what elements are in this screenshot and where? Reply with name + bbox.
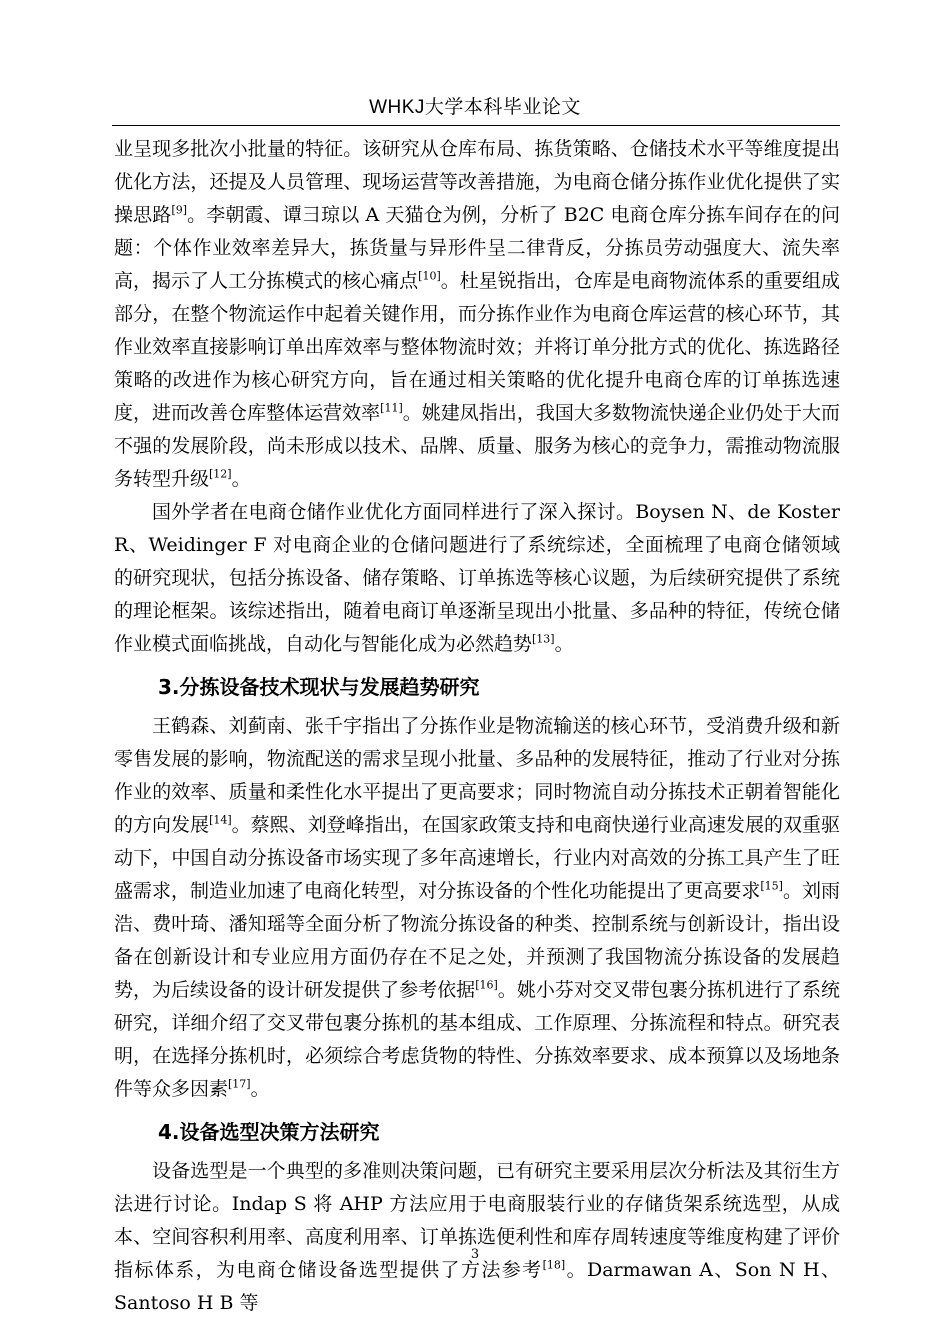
text-run: 。 bbox=[250, 1078, 270, 1100]
text-run: 。 bbox=[554, 633, 574, 655]
header-rule bbox=[112, 125, 840, 126]
text-run: 。蔡熙、刘登峰指出，在国家政策支持和电商快递行业高速发展的双重驱动下，中国自动分拣设备市场实现了多年高速增长，行业内对高效的分拣工具产生了旺盛需求，制造业加速了电商化转型，对分拣设备的个性化功能提出了更高要求 bbox=[114, 814, 840, 902]
body-text bbox=[114, 133, 840, 1320]
text-run: 。Darmawan A、Son N H、Santoso H B 等 bbox=[114, 1259, 840, 1314]
running-header bbox=[0, 92, 950, 119]
citation: [17] bbox=[228, 1077, 251, 1091]
header-title: 大学本科毕业论文 bbox=[424, 96, 581, 118]
page-number: 3 bbox=[470, 1247, 480, 1262]
text-run: 。 bbox=[231, 468, 251, 490]
citation: [12] bbox=[209, 467, 232, 481]
header-latin: WHKJ bbox=[369, 97, 425, 118]
citation: [16] bbox=[475, 978, 498, 992]
text-run: 。姚小芬对交叉带包裹分拣机进行了系统研究，详细介绍了交叉带包裹分拣机的基本组成、工作原理、分拣流程和特点。研究表明，在选择分拣机时，必须综合考虑货物的特性、分拣效率要求、成本预算以及场地条件等众多因素 bbox=[114, 979, 840, 1100]
text-run: 。刘雨浩、费叶琦、潘知瑶等全面分析了物流分拣设备的种类、控制系统与创新设计，指出设备在创新设计和专业应用方面仍存在不足之处，并预测了我国物流分拣设备的发展趋势，为后续设备的设计研发提供了参考依据 bbox=[114, 880, 840, 1001]
paragraph-3 bbox=[114, 710, 840, 1106]
text-run: 设备选型是一个典型的多准则决策问题，已有研究主要采用层次分析法及其衍生方法进行讨论。Indap S 将 AHP 方法应用于电商服装行业的存储货架系统选型，从成本、空间容积利用率、高度利用率、订单拣选便利性和库存周转速度等维度构建了评价指标体系，为电商仓储设备选型提供了方法参考 bbox=[114, 1160, 840, 1281]
text-run: 国外学者在电商仓储作业优化方面同样进行了深入探讨。Boysen N、de Koster R、Weidinger F 对电商企业的仓储问题进行了系统综述，全面梳理了电商仓储领域的研究现状，包括分拣设备、储存策略、订单拣选等核心议题，为后续研究提供了系统的理论框架。该综述指出，随着电商订单逐渐呈现出小批量、多品种的特征，传统仓储作业模式面临挑战，自动化与智能化成为必然趋势 bbox=[114, 501, 840, 655]
citation: [11] bbox=[380, 401, 403, 415]
text-run: 。杜星锐指出，仓库是电商物流体系的重要组成部分，在整个物流运作中起着关键作用，而分拣作业作为电商仓库运营的核心环节，其作业效率直接影响订单出库效率与整体物流时效；并将订单分批方式的优化、拣选路径策略的改进作为核心研究方向，旨在通过相关策略的优化提升电商仓库的订单拣选速度，进而改善仓库整体运营效率 bbox=[114, 270, 840, 424]
citation: [10] bbox=[418, 269, 441, 283]
citation: [15] bbox=[760, 879, 783, 893]
text-run: 。姚建凤指出，我国大多数物流快递企业仍处于大而不强的发展阶段，尚未形成以技术、品牌、质量、服务为核心的竞争力，需推动物流服务转型升级 bbox=[114, 402, 840, 490]
paragraph-4 bbox=[114, 1155, 840, 1320]
section-heading-4: 4.设备选型决策方法研究 bbox=[158, 1120, 380, 1144]
paragraph-1 bbox=[114, 133, 840, 496]
text-run: 业呈现多批次小批量的特征。该研究从仓库布局、拣货策略、仓储技术水平等维度提出优化方法，还提及人员管理、现场运营等改善措施，为电商仓储分拣作业优化提供了实操思路 bbox=[114, 138, 840, 226]
citation: [18] bbox=[542, 1258, 566, 1272]
text-run: 王鹤森、刘蓟南、张千宇指出了分拣作业是物流输送的核心环节，受消费升级和新零售发展的影响，物流配送的需求呈现小批量、多品种的发展特征，推动了行业对分拣作业的效率、质量和柔性化水平提出了更高要求；同时物流自动分拣技术正朝着智能化的方向发展 bbox=[114, 715, 840, 836]
citation: [13] bbox=[532, 632, 555, 646]
text-run: 。李朝霞、谭彐琼以 A 天猫仓为例，分析了 B2C 电商仓库分拣车间存在的问题：个体作业效率差异大，拣货量与异形件呈二律背反，分拣员劳动强度大、流失率高，揭示了人工分拣模式的核心痛点 bbox=[114, 204, 840, 292]
citation: [14] bbox=[209, 813, 232, 827]
paragraph-2 bbox=[114, 496, 840, 661]
citation: [9] bbox=[171, 203, 187, 217]
section-heading-3: 3.分拣设备技术现状与发展趋势研究 bbox=[158, 675, 480, 699]
